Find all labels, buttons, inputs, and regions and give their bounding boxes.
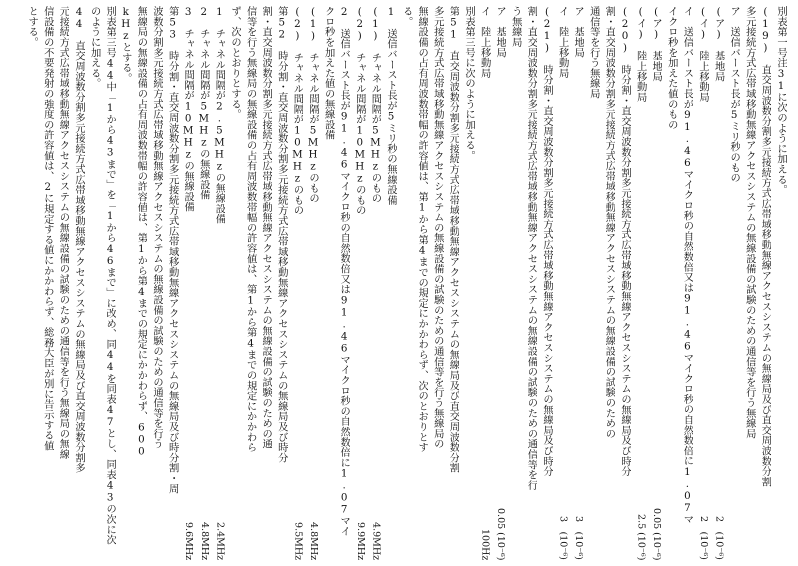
value-label: 4.8MHz — [308, 521, 319, 560]
text-column: 1 チャネル間隔が2.5MHzの無線設備 — [213, 6, 226, 224]
text-column: (19) 直交周波数分割多元接続方式広帯域移動無線アクセスシステムの無線局及び直交周波数分割 — [759, 6, 772, 487]
value-label: 2 (10⁻⁶) — [713, 516, 725, 560]
text-column: 信等を行う無線局の無線設備の占有周波数帯幅の許容値は、第1から第4までの規定にかかわら — [244, 6, 257, 453]
text-column: (ア) 基地局 — [712, 6, 725, 82]
text-column: (1) チャネル間隔が5MHzのもの — [307, 6, 319, 204]
text-column: 割・直交周波数分割多元接続方式広帯域移動無線アクセスシステムの無線設備の試験のための — [603, 6, 616, 439]
text-column: る。 — [400, 6, 413, 27]
text-column: 3 チャネル間隔が10MHzの無線設備 — [182, 6, 195, 212]
text-column: ず、次のとおりとする。 — [229, 6, 241, 120]
value-label: 3 (10⁻⁶) — [557, 516, 569, 560]
value-label: 2.5 (10⁻⁶) — [635, 513, 647, 560]
text-column: のように加える。 — [88, 6, 101, 89]
text-column: 割・直交周波数分割多元接続方式広帯域移動無線アクセスシステムの無線設備の試験のための通信等を行 — [525, 6, 538, 491]
text-column: (ア) 基地局 — [650, 6, 663, 82]
value-label: 9.6MHz — [183, 521, 195, 560]
text-column: とする。 — [26, 6, 39, 48]
text-column: 割・直交周波数分割多元接続方式広帯域移動無線アクセスシステムの無線設備の試験のための通 — [260, 6, 273, 449]
text-column: ア 送信バースト長が5ミリ秒のもの — [728, 6, 741, 183]
text-column: (21) 時分割・直交周波数分割多元接続方式広帯域移動無線アクセスシステムの無線局及び時分 — [541, 6, 553, 477]
text-column: 多元接続方式広帯域移動無線アクセスシステムの無線設備の試験のための通信等を行う無線局 — [743, 6, 756, 439]
text-column: 信設備の不要発射の強度の許容値は、2に規定する値にかかわらず、総務大臣が別に告示する値 — [41, 6, 54, 451]
text-column: 1 送信バースト長が5ミリ秒の無線設備 — [385, 6, 397, 206]
text-column: (イ) 陸上移動局 — [634, 6, 647, 103]
text-column: 元接続方式広帯域移動無線アクセスシステムの無線設備の試験のための通信等を行う無線局の無線 — [57, 6, 70, 460]
text-column: 別表第三号に次のように加える。 — [463, 6, 475, 161]
text-column: イ 陸上移動局 — [556, 6, 569, 79]
text-column: (イ) 陸上移動局 — [697, 6, 709, 103]
text-column: (2) チャネル間隔が10MHzのもの — [291, 6, 304, 216]
text-column: 無線設備の占有周波数帯幅の許容値は、第1から第4までの規定にかかわらず、次のとおりとす — [416, 6, 429, 453]
text-column: (1) チャネル間隔が5MHzのもの — [369, 6, 382, 204]
text-column: 通信等を行う無線局 — [587, 6, 600, 99]
text-column: 第52 時分割・直交周波数分割多元接続方式広帯域移動無線アクセスシステムの無線局及び時分 — [275, 6, 288, 463]
value-label: 9.9MHz — [354, 521, 366, 560]
value-label: 100Hz — [479, 528, 491, 560]
text-column: 無線局の無線設備の占有周波数帯幅の許容値は、第1から第4までの規定にかかわらず、600 — [135, 6, 148, 458]
text-column: イ 陸上移動局 — [478, 6, 491, 79]
text-column: (20) 時分割・直交周波数分割多元接続方式広帯域移動無線アクセスシステムの無線局及び時分 — [619, 6, 631, 477]
value-label: 2.4MHz — [214, 521, 226, 560]
text-column: 第51 直交周波数分割多元接続方式広帯域移動無線アクセスシステムの無線局及び直交周波数分割 — [447, 6, 460, 473]
value-label: 4.9MHz — [370, 521, 382, 560]
value-label: 9.5MHz — [292, 521, 304, 560]
text-column: 2 送信バースト長が91.46マイクロ秒の自然数倍又は91.46マイクロ秒の自然数倍に1.07マイ — [338, 6, 351, 537]
text-column: ア 基地局 — [572, 6, 585, 58]
text-column: クロ秒を加えた値の無線設備 — [322, 6, 335, 140]
value-label: 3 (10⁻⁶) — [573, 516, 585, 560]
value-label: 0.05 (10⁻⁶) — [495, 507, 507, 560]
text-column: 波数分割多元接続方式広帯域移動無線アクセスシステムの無線設備の試験のための通信等を行う — [151, 6, 163, 449]
text-column: 別表第三号44中「1から43まで」を「1から46まで」に改め、同44を同表47とし、同表43の次に次 — [104, 6, 117, 545]
text-column: 多元接続方式広帯域移動無線アクセスシステムの無線設備の試験のための通信等を行う無線局の — [431, 6, 444, 449]
text-column: イ 送信バースト長が91.46マイクロ秒の自然数倍又は91.46マイクロ秒の自然数倍に1.07マ — [681, 6, 694, 525]
value-label: 2 (10⁻⁶) — [698, 516, 709, 560]
text-column: イクロ秒を加えた値のもの — [665, 6, 678, 130]
text-column: 別表第一号注31に次のように加える。 — [775, 6, 787, 195]
value-label: 0.05 (10⁻⁶) — [651, 507, 663, 560]
text-column: う無線局 — [509, 6, 522, 48]
value-label: 4.8MHz — [198, 521, 210, 560]
text-column: 2 チャネル間隔が5MHzの無線設備 — [197, 6, 210, 200]
text-column: (2) チャネル間隔が10MHzのもの — [353, 6, 366, 216]
text-column: ア 基地局 — [494, 6, 507, 58]
text-column: 44 直交周波数分割多元接続方式広帯域移動無線アクセスシステムの無線局及び直交周波数分割多 — [73, 6, 85, 473]
text-column: kHzとする。 — [119, 6, 132, 84]
text-column: 第53 時分割・直交周波数分割多元接続方式広帯域移動無線アクセスシステムの無線局及び時分割・周 — [166, 6, 179, 494]
